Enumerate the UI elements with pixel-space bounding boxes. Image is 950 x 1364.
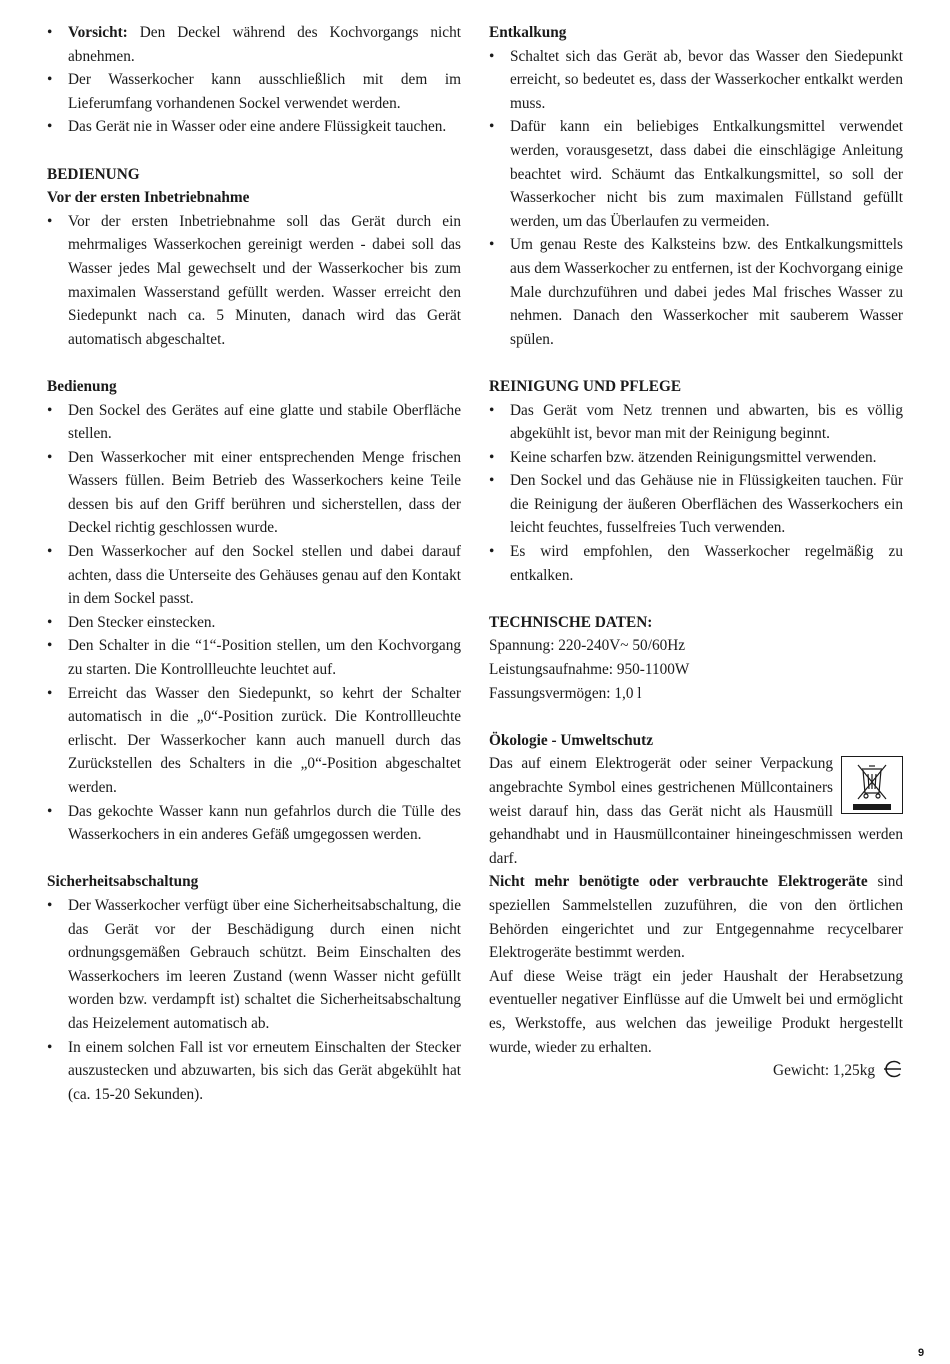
operation-list — [47, 399, 461, 847]
left-column — [47, 21, 461, 1106]
list-item: • Den Schalter in die “1“-Position stellen, um den Kochvorgang zu starten. Die Kontrollleuchte leuchtet auf. — [47, 634, 461, 681]
list-item-text: Das Gerät nie in Wasser oder eine andere Flüssigkeit tauchen. — [68, 118, 447, 136]
warning-label: Vorsicht: — [68, 24, 128, 41]
page-number: 9 — [918, 1347, 925, 1359]
list-item: • Den Wasserkocher auf den Sockel stellen und dabei darauf achten, dass die Unterseite des Gehäuses genau auf den Kontakt in dem Sockel passt. — [47, 540, 461, 611]
descaling-list — [489, 45, 903, 352]
list-item: • Erreicht das Wasser den Siedepunkt, so kehrt der Schalter automatisch in die „0“-Position zurück. Die Kontrollleuchte erlischt. Der Wasserkocher kann auch manuell durch das Zurückstellen des Schalters in die „0“-Position abgeschaltet werden. — [47, 682, 461, 800]
crossed-out-wheelie-bin-icon — [841, 756, 903, 814]
list-item-text: Der Wasserkocher kann ausschließlich mit dem im Lieferumfang vorhandenen Sockel verwendet werden. — [68, 71, 461, 112]
list-item-text: Den Deckel während des Kochvorgangs nicht abnehmen. — [68, 24, 461, 65]
ecology-text: sind speziellen Sammelstellen zuzuführen, die von den örtlichen Behörden eingerichtet und zur Entgegennahme recycelbarer Elektrogeräte bestimmt werden. — [489, 873, 903, 962]
list-item: • Der Wasserkocher verfügt über eine Sicherheitsabschaltung, die das Gerät vor der Beschädigung durch einen nicht ordnungsgemäßen Gebrauch schützt. Beim Einschalten des Wasserkochers im leeren Zustand (wenn Wasser nicht gefüllt worden bzw. verdampft ist) schaltet die Sicherheitsabschaltung das Heizelement automatisch ab. — [47, 894, 461, 1036]
section-heading-cleaning: REINIGUNG UND PFLEGE — [489, 377, 682, 395]
subsection-heading-first-use: Vor der ersten Inbetriebnahme — [47, 189, 250, 207]
weight-text: Gewicht: 1,25kg — [773, 1062, 875, 1080]
list-item: • Schaltet sich das Gerät ab, bevor das Wasser den Siedepunkt erreicht, so bedeutet es, dass der Wasserkocher entkalkt werden muss. — [489, 45, 903, 116]
list-item: • Um genau Reste des Kalksteins bzw. des Entkalkungsmittels aus dem Wasserkocher zu entfernen, ist der Kochvorgang einige Male durchzuführen und dabei jedes Mal frisches Wasser zu nehmen. Danach den Wasserkocher mit sauberem Wasser spülen. — [489, 233, 903, 351]
intro-warnings-list — [47, 21, 461, 139]
subsection-heading-safety: Sicherheitsabschaltung — [47, 873, 199, 891]
ecology-section — [489, 752, 903, 1059]
right-column — [489, 21, 903, 1086]
list-item: • Das gekochte Wasser kann nun gefahrlos durch die Tülle des Wasserkochers in ein anderes Gefäß umgegossen werden. — [47, 800, 461, 847]
ecology-paragraph — [489, 870, 903, 964]
ecology-paragraph: Auf diese Weise trägt ein jeder Haushalt der Herabsetzung eventueller negativer Einflüsse auf die Umwelt bei und ermöglicht es, Werkstoffe, aus welchen das jeweilige Produkt hergestellt wurde, wieder zu erhalten. — [489, 967, 903, 1056]
list-item: • Das Gerät vom Netz trennen und abwarten, bis es völlig abgekühlt ist, bevor man mit der Reinigung beginnt. — [489, 399, 903, 446]
list-item — [47, 21, 461, 68]
spec-power: Leistungsaufnahme: 950-1100W — [489, 661, 690, 679]
section-heading-tech-data: TECHNISCHE DATEN: — [489, 613, 653, 631]
list-item: • Keine scharfen bzw. ätzenden Reinigungsmittel verwenden. — [489, 446, 903, 470]
list-item — [47, 68, 461, 115]
safety-list — [47, 894, 461, 1106]
cleaning-list — [489, 399, 903, 588]
list-item: • Es wird empfohlen, den Wasserkocher regelmäßig zu entkalken. — [489, 540, 903, 587]
list-item: • Vor der ersten Inbetriebnahme soll das Gerät durch ein mehrmaliges Wasserkochen gereinigt werden - dabei soll das Wasser jedes Mal gewechselt und der Wasserkocher bis zum maximalen Wasserstand gefüllt werden. Wasser erreicht den Siedepunkt nach ca. 5 Minuten, danach wird das Gerät automatisch abgeschaltet. — [47, 210, 461, 352]
ecology-emphasis: Nicht mehr benötigte oder verbrauchte Elektrogeräte — [489, 873, 868, 891]
ecology-paragraph: Das auf einem Elektrogerät oder seiner Verpackung angebrachte Symbol eines gestrichenen Müllcontainers weist darauf hin, dass das Gerät nicht als Hausmüll gehandhabt und in Hausmüllcontainer hineingeschmissen werden darf. — [489, 755, 903, 867]
weight-line — [489, 1059, 903, 1086]
first-use-list — [47, 210, 461, 352]
subsection-heading-operation: Bedienung — [47, 377, 117, 395]
list-item: • Dafür kann ein beliebiges Entkalkungsmittel verwendet werden, vorausgesetzt, dass dabei die einschlägige Anleitung beachtet wird. Schäumt das Entkalkungsmittel, so soll der Wasserkocher nicht bis zum maximalen Füllstand gefüllt werden, um das Überlaufen zu vermeiden. — [489, 115, 903, 233]
subsection-heading-descaling: Entkalkung — [489, 24, 567, 41]
list-item: • Den Sockel und das Gehäuse nie in Flüssigkeiten tauchen. Für die Reinigung der äußeren Oberflächen des Wasserkochers ein leicht feuchtes, fusselfreies Tuch verwenden. — [489, 469, 903, 540]
list-item: • Den Wasserkocher mit einer entsprechenden Menge frischen Wassers füllen. Beim Betrieb des Wasserkochers keine Teile dessen bis auf den Griff berühren und sicherstellen, dass der Deckel richtig geschlossen wurde. — [47, 446, 461, 540]
e-mark-icon — [881, 1060, 903, 1086]
list-item — [47, 115, 461, 139]
list-item: • Den Sockel des Gerätes auf eine glatte und stabile Oberfläche stellen. — [47, 399, 461, 446]
spec-voltage: Spannung: 220-240V~ 50/60Hz — [489, 637, 686, 655]
list-item: • Den Stecker einstecken. — [47, 611, 461, 635]
subsection-heading-ecology: Ökologie - Umweltschutz — [489, 731, 653, 749]
section-heading-bedienung: BEDIENUNG — [47, 165, 140, 183]
spec-capacity: Fassungsvermögen: 1,0 l — [489, 684, 642, 702]
list-item: • In einem solchen Fall ist vor erneutem Einschalten der Stecker auszustecken und abzuwarten, bis sich das Gerät abgekühlt hat (ca. 15-20 Sekunden). — [47, 1036, 461, 1107]
